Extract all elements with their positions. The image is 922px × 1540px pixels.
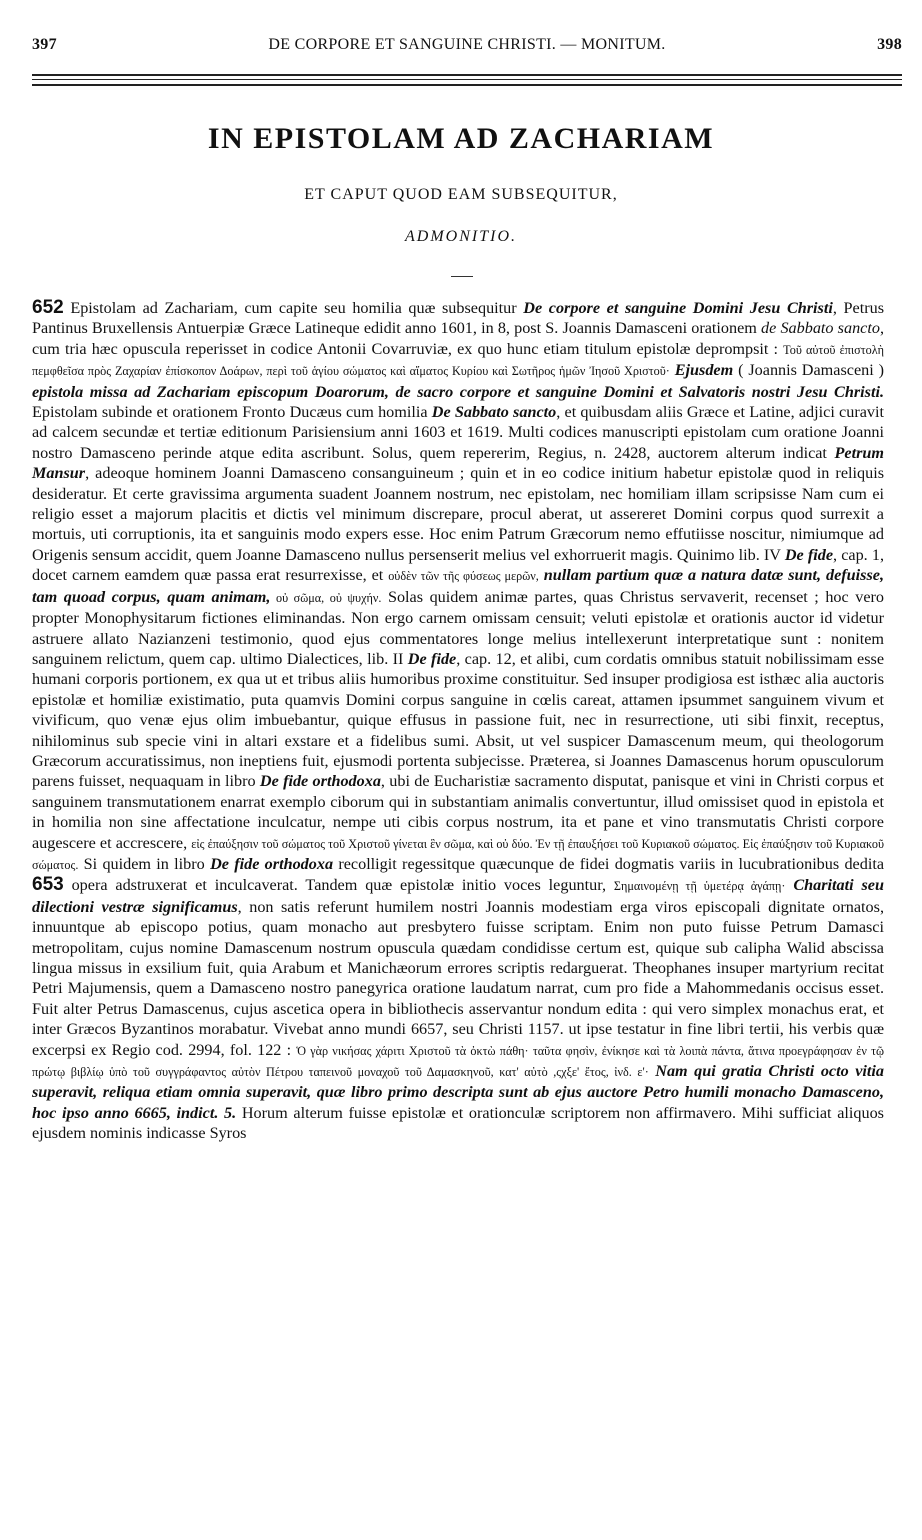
greek-run: οὐ σῶμα, οὐ ψυχήν.: [270, 590, 382, 605]
paragraph: [32, 298, 884, 1144]
page-number-left: 397: [32, 36, 57, 53]
italic-run: nullam partium quæ a natura datæ sunt, defuisse, tam quoad corpus, quam animam,: [32, 566, 884, 606]
text-run: , cap. 12, et alibi, cum cordatis omnibus statuit nobilissimam esse humani corporis portionem, ex qua ut et tribus aliis humoribus proxime constituitur. Sed insuper prodigiosa est isthæc alia auctoris epistolæ et homiliæ existimatio, puta quamvis Domini corpus sanguine in cœlis careat, attamen ipsummet sanguinem vivum et vivificum, quo venæ ejus olim imbuebantur, quique effusus in passione fuit, nec in resurrectione, uti sibi finxit, receptus, nihilominus sub specie vini in altari exstare et a fidelibus sumi. Absit, ut vel suspicer Damascenum meum, qui theologorum Græcorum accuratissimus, non ineptiens fuit, ejusmodi portenta subjecisse. Præterea, si Joannes Damascenus horum opusculorum parens fuisset, nequaquam in libro: [32, 649, 884, 791]
italic-run: epistola missa ad Zachariam episcopum Doarorum, de sacro corpore et sanguine Domini et Salvatoris nostri Jesu Christi.: [32, 382, 884, 401]
text-run: opera adstruxerat et inculcaverat. Tandem quæ epistolæ initio voces leguntur,: [63, 876, 614, 895]
running-title: DE CORPORE ET SANGUINE CHRISTI. — MONITUM.: [268, 36, 666, 53]
text-run: , ubi de Eucharistiæ sacramento disputat, panisque et vini in Christi corpus et sanguinem transmutationem enarrat exemplo ciborum qui in substantiam animalis convertuntur, illud omissiset quod in epistola et in homilia non sine affectatione inculcatur, nempe uti cibis corpus nostrum, ita et pane et vino transmutatis Christi corpore augescere et accrescere,: [32, 772, 884, 852]
greek-run: Τοῦ αὐτοῦ ἐπιστολὴ πεμφθεῖσα πρὸς Ζαχαρίαν ἐπίσκοπον Δοάρων, περὶ τοῦ ἁγίου σώματος καὶ αἵματος Κυρίου καὶ Σωτῆρος ἡμῶν Ἰησοῦ Χριστοῦ·: [32, 342, 884, 379]
italic-run: de Sabbato sancto: [761, 319, 880, 338]
text-run: Horum alterum fuisse epistolæ et orationculæ scriptorem non affirmavero. Mihi sufficiat aliquos ejusdem nominis indicasse Syros: [32, 1103, 884, 1143]
italic-run: De fide: [784, 545, 834, 564]
text-run: , adeoque hominem Joanni Damasceno consanguineum ; quin et in eo codice initium habetur epistolæ quod in reliquis desideratur. Et certe gravissima argumenta suadent Joannem nostrum, nec epistolam, nec homiliam illam scripsisse Nam cum ei religio esset a majorum placitis et dictis vel minimum discrepare, procul aberat, ut assereret Domini corpus quod surrexit a mortuis, uti corruptionis, ita et sanguinis modo expers esse. Hoc enim Patrum Græcorum nemo effutiisse noscitur, nimiumque ad Origenis sensum accidit, quem Joanne Damasceno nullus persenserit melius vel exhorruerit magis. Quinimo lib. IV: [32, 464, 884, 564]
text-run: , non satis referunt humilem nostri Joannis modestiam erga viros episcopali dignitate ornatos, innuuntque ab episcopo potius, quam monacho aut presbytero fuisse scriptam. Enim non puto fuisse Petrum Damasci metropolitam, cujus nomine Damascenum nostrum opuscula quædam condidisse certum est, quique sub calipha Walid abscissa lingua missus in exsilium fuit, quia Arabum et Manichæorum errores scriptis redarguerat. Theophanes insuper martyrium recitat Petri Majumensis, quem a Damasceno nostro panegyrica oratione laudatum narrat, cum pro fide a Mahommedanis occisus esset. Fuit alter Petrus Damascenus, cujus ascetica opera in bibliothecis asservantur nondum edita : qui vero simplex monachus erat, et inter Græcos Byzantinos morabatur. Vivebat anno mundi 6657, seu Christi 1157. ut ipse testatur in fine libri tertii, his verbis quæ excerpsi ex Regio cod. 2994, fol. 122 :: [32, 897, 884, 1059]
italic-run: De fide: [407, 649, 457, 668]
italic-run: De fide orthodoxa: [210, 854, 334, 873]
separator-dash: [451, 276, 473, 277]
text-run: Epistolam subinde et orationem Fronto Ducæus cum homilia: [32, 403, 432, 422]
section-title: IN EPISTOLAM AD ZACHARIAM: [207, 122, 715, 155]
page-number-right: 398: [877, 36, 902, 53]
text-run: recolligit regessitque quæcunque de fidei dogmatis variis in lucubrationibus dedita: [333, 854, 885, 873]
italic-run: Ejusdem: [669, 361, 734, 380]
greek-run: εἰς ἐπαύξησιν τοῦ σώματος τοῦ Χριστοῦ γίνεται ἓν σῶμα, καὶ οὐ δύο. Ἐν τῇ ἐπαυξήσει τοῦ Κυριακοῦ σώματος. Εἰς ἐπαύξησιν τοῦ Κυριακοῦ σώματος.: [32, 836, 884, 872]
text-run: Epistolam ad Zachariam, cum capite seu homilia quæ subsequitur: [70, 299, 524, 317]
italic-run: De corpore et sanguine Domini Jesu Christi: [523, 299, 833, 317]
text-run: , cum tria hæc opuscula reperisset in codice Antonii Covarruviæ, ex quo hunc etiam titulum epistolæ deprompsit :: [32, 319, 884, 358]
header-rule: [32, 79, 902, 80]
header-rule: [32, 74, 902, 76]
greek-run: οὐδὲν τῶν τῆς φύσεως μερῶν,: [388, 569, 539, 584]
text-run: , Petrus Pantinus Bruxellensis Antuerpiæ Græce Latineque edidit anno 1601, in 8, post S. Joannis Damasceni orationem: [32, 299, 884, 338]
text-run: , cap. 1, docet carnem eamdem quæ passa erat resurrexisse, et: [32, 545, 885, 585]
italic-run: Petrum Mansur: [32, 443, 884, 483]
text-run: , et quibusdam aliis Græce et Latine, adjici curavit ad calcem secundæ et tertiæ editionum Parisiensium anni 1603 et 1619. Multi codices manuscripti epistolam cum oratione Joanni nostro Damasceno perinde atque edita ascribunt. Solus, quem repererim, Regius, n. 2428, auctorem alterum indicat: [32, 403, 884, 462]
greek-run: Σημαινομένῃ τῇ ὑμετέρᾳ ἀγάπῃ·: [613, 879, 786, 894]
italic-run: Nam qui gratia Christi octo vitia superavit, reliqua etiam omnia superavit, quæ libro primo descripta sunt ab ejus auctore Petro humili monacho Damasceno, hoc ipso anno 6665, indict. 5.: [32, 1062, 884, 1122]
italic-run: De Sabbato sancto: [431, 403, 557, 422]
italic-run: Charitati seu dilectioni vestræ significamus: [32, 876, 884, 916]
text-run: Si quidem in libro: [78, 854, 211, 873]
italic-run: De fide orthodoxa: [259, 772, 381, 791]
running-header: [32, 36, 902, 56]
section-subtitle: ET CAPUT QUOD EAM SUBSEQUITUR,: [304, 186, 618, 203]
marginal-number: 652: [32, 297, 64, 318]
text-run: Solas quidem animæ partes, quas Christus servaverit, recenset ; hoc vero propter Monophysitarum fictiones eliminandas. Non ergo carnem omissam censuit; veluti epistolæ et orationis auctor id videtur astruere allato Nazianzeni testimonio, quod ejus commentatores longe melius intellexerunt interpretatique sunt : nonitem sanguinem relictum, quem cap. ultimo Dialectices, lib. II: [32, 587, 884, 668]
admonitio-heading: ADMONITIO.: [405, 228, 517, 245]
text-run: ( Joannis Damasceni ): [733, 361, 884, 380]
body-text: [32, 298, 884, 1144]
greek-run: Ὁ γὰρ νικήσας χάριτι Χριστοῦ τὰ ὀκτὼ πάθη· ταῦτα φησὶν, ἐνίκησε καὶ τὰ λοιπὰ πάντα, ἅτινα προεγράφησαν ἐν τῷ πρώτῳ βιβλίῳ ὑπὸ τοῦ συγγράφαντος αὐτὸν Πέτρου ταπεινοῦ μοναχοῦ τοῦ Δαμασκηνοῦ, κατ' αὐτὸ ,ςχξε' ἔτος, ἰνδ. ε'·: [32, 1043, 884, 1080]
header-rule: [32, 84, 902, 86]
marginal-number: 653: [32, 874, 64, 896]
